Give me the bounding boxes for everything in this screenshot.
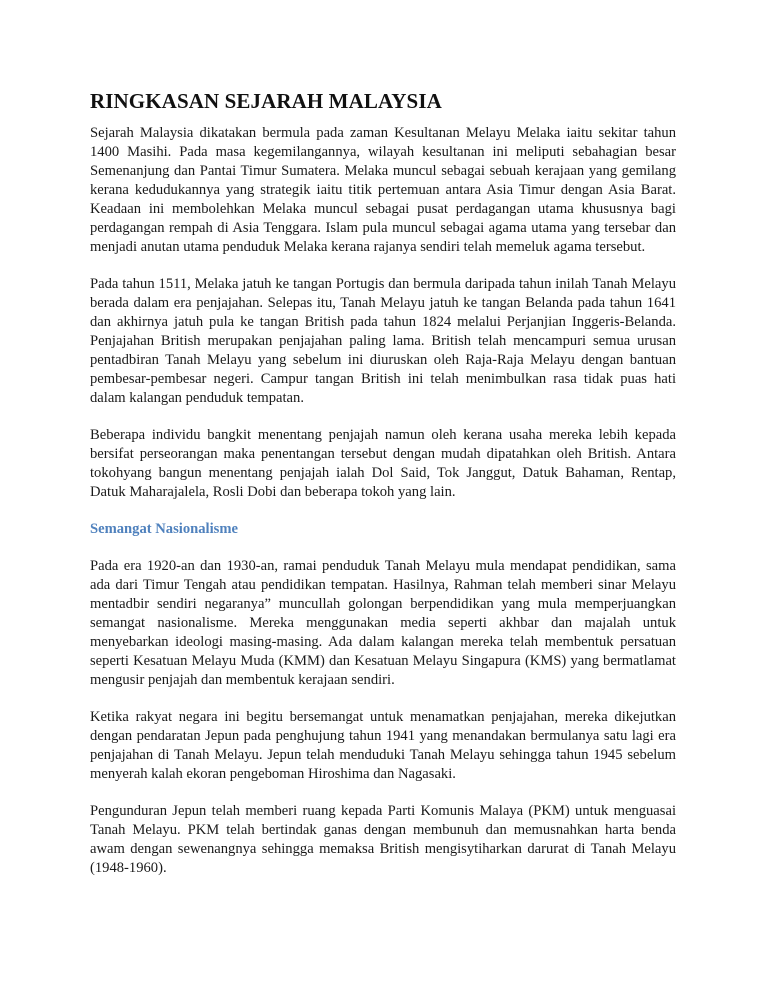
paragraph-parti-komunis: Pengunduran Jepun telah memberi ruang kepada Parti Komunis Malaya (PKM) untuk menguasai Tanah Melayu. PKM telah bertindak ganas dengan membunuh dan memusnahkan harta benda awam dengan sewenangnya sehingga memaksa British mengisytiharkan darurat di Tanah Melayu (1948-1960). xyxy=(90,803,676,876)
paragraph-nasionalisme: Pada era 1920-an dan 1930-an, ramai penduduk Tanah Melayu mula mendapat pendidikan, sama ada dari Timur Tengah atau pendidikan tempatan. Hasilnya, Rahman telah memberi sinar Melayu mentadbir sendiri negaranya” muncullah golongan berpendidikan yang mula memperjuangkan semangat nasionalisme. Mereka menggunakan media seperti akhbar dan majalah untuk menyebarkan ideologi masing-masing. Ada dalam kalangan mereka telah membentuk persatuan seperti Kesatuan Melayu Muda (KMM) dan Kesatuan Melayu Singapura (KMS) yang bermatlamat mengusir penjajah dan membentuk kerajaan sendiri. xyxy=(90,558,676,688)
document-body xyxy=(90,88,676,896)
paragraph-pendudukan-jepun: Ketika rakyat negara ini begitu bersemangat untuk menamatkan penjajahan, mereka dikejutkan dengan pendaratan Jepun pada penghujung tahun 1941 yang menandakan bermulanya satu lagi era penjajahan di Tanah Melayu. Jepun telah menduduki Tanah Melayu sehingga tahun 1945 sebelum menyerah kalah ekoran pengeboman Hiroshima dan Nagasaki. xyxy=(90,709,676,782)
section-heading-nasionalisme: Semangat Nasionalisme xyxy=(90,521,238,537)
document-title: RINGKASAN SEJARAH MALAYSIA xyxy=(90,89,442,113)
paragraph-era-penjajahan: Pada tahun 1511, Melaka jatuh ke tangan Portugis dan bermula daripada tahun inilah Tanah Melayu berada dalam era penjajahan. Selepas itu, Tanah Melayu jatuh ke tangan Belanda pada tahun 1641 dan akhirnya jatuh pula ke tangan British pada tahun 1824 melalui Perjanjian Inggeris-Belanda. Penjajahan British merupakan penjajahan paling lama. British telah mencampuri semua urusan pentadbiran Tanah Melayu yang sebelum ini diuruskan oleh Raja-Raja Melayu dengan bantuan pembesar-pembesar negeri. Campur tangan British ini telah menimbulkan rasa tidak puas hati dalam kalangan penduduk tempatan. xyxy=(90,276,676,406)
paragraph-tokoh-penentang: Beberapa individu bangkit menentang penjajah namun oleh kerana usaha mereka lebih kepada bersifat perseorangan maka penentangan tersebut dengan mudah dipatahkan oleh British. Antara tokohyang bangun menentang penjajah ialah Dol Said, Tok Janggut, Datuk Bahaman, Rentap, Datuk Maharajalela, Rosli Dobi dan beberapa tokoh yang lain. xyxy=(90,427,676,500)
paragraph-kesultanan-melaka: Sejarah Malaysia dikatakan bermula pada zaman Kesultanan Melayu Melaka iaitu sekitar tahun 1400 Masihi. Pada masa kegemilangannya, wilayah kesultanan ini meliputi sebahagian besar Semenanjung dan Pantai Timur Sumatera. Melaka muncul sebagai sebuah kerajaan yang gemilang kerana kedudukannya yang strategik iaitu titik pertemuan antara Asia Timur dengan Asia Barat. Keadaan ini membolehkan Melaka muncul sebagai pusat perdagangan utama khususnya bagi perdagangan rempah di Asia Tenggara. Islam pula muncul sebagai agama utama yang tersebar dan menjadi anutan utama penduduk Melaka kerana rajanya sendiri telah memeluk agama tersebut. xyxy=(90,125,676,255)
